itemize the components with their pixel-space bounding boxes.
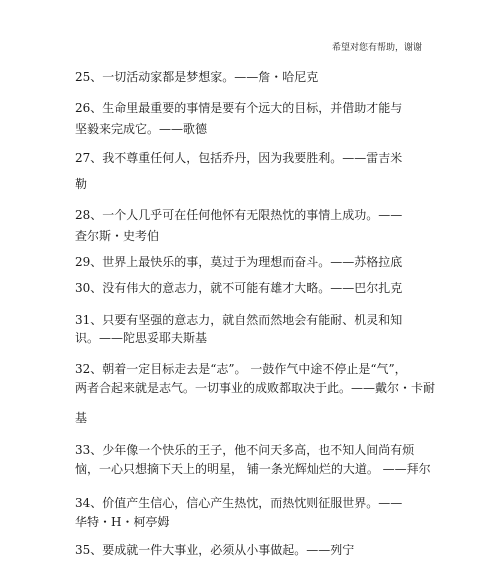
quote-25-line-1 [75, 70, 318, 84]
quote-text: 、少年像一个快乐的王子，他不问天多高，也不知人间尚有烦 [90, 443, 415, 457]
quote-number: 27 [75, 151, 91, 165]
quote-text: 、一切活动家都是梦想家。——詹・哈尼克 [90, 70, 319, 84]
quote-28-line-2: 查尔斯・史考伯 [75, 229, 160, 243]
header-note: 希望对您有帮助，谢谢 [331, 43, 422, 53]
quote-33-line-2: 恼，一心只想摘下天上的明星， 铺一条光辉灿烂的大道。 ——拜尔 [75, 462, 431, 476]
quote-number: 35 [75, 543, 91, 557]
quote-34-line-2: 华特・H・柯亭姆 [75, 515, 170, 529]
quote-29-line-1 [75, 255, 402, 269]
quote-31-line-1 [75, 313, 402, 327]
quote-35-line-1 [75, 543, 354, 557]
quote-30-line-1 [75, 281, 402, 295]
quote-32-line-1 [75, 362, 407, 376]
quote-text: 、我不尊重任何人，包括乔丹，因为我要胜利。——雷吉米 [90, 151, 403, 165]
quote-number: 25 [75, 70, 91, 84]
quote-34-line-1 [75, 496, 402, 510]
quote-number: 28 [75, 208, 91, 222]
quote-text: 、价值产生信心，信心产生热忱，而热忱则征服世界。—— [90, 496, 403, 510]
quote-number: 32 [75, 362, 91, 376]
quote-33-line-1 [75, 443, 414, 457]
quote-text: 、世界上最快乐的事，莫过于为理想而奋斗。——苏格拉底 [90, 255, 403, 269]
quote-text: 、朝着一定目标走去是“志”。 一鼓作气中途不停止是“气”， [90, 362, 407, 376]
quote-text: 、生命里最重要的事情是要有个远大的目标，并借助才能与 [90, 101, 403, 115]
quote-number: 31 [75, 313, 91, 327]
quote-text: 、一个人几乎可在任何他怀有无限热忱的事情上成功。—— [90, 208, 403, 222]
quote-number: 29 [75, 255, 91, 269]
quote-27-line-2: 勒 [75, 177, 88, 191]
quote-text: 、没有伟大的意志力，就不可能有雄才大略。——巴尔扎克 [90, 281, 403, 295]
quote-32-line-2: 两者合起来就是志气。一切事业的成败都取决于此。——戴尔・卡耐 [75, 381, 436, 395]
quote-26-line-2: 坚毅来完成它。——歌德 [75, 122, 208, 136]
quote-number: 33 [75, 443, 91, 457]
quote-26-line-1 [75, 101, 402, 115]
quote-number: 34 [75, 496, 91, 510]
quote-28-line-1 [75, 208, 402, 222]
quote-32-line-3: 基 [75, 411, 88, 425]
quote-number: 30 [75, 281, 91, 295]
quote-31-line-2: 识。——陀思妥耶夫斯基 [75, 331, 208, 345]
quote-text: 、只要有坚强的意志力，就自然而然地会有能耐、机灵和知 [90, 313, 403, 327]
quote-text: 、要成就一件大事业，必须从小事做起。——列宁 [90, 543, 355, 557]
quote-number: 26 [75, 101, 91, 115]
quote-27-line-1 [75, 151, 402, 165]
